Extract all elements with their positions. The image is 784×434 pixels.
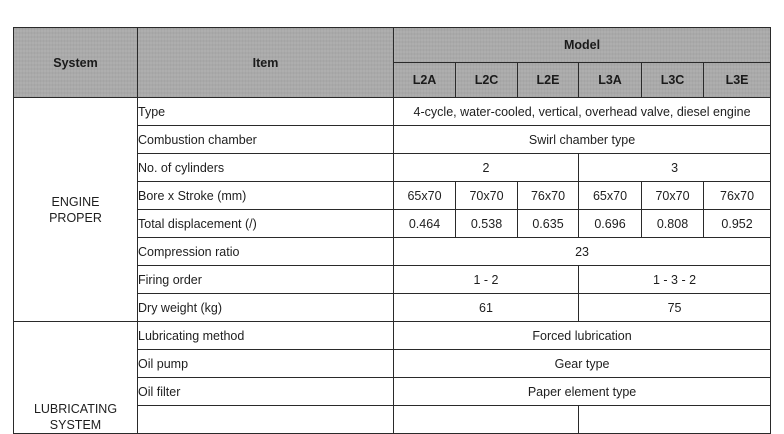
value-cylinders-l3: 3 [579, 154, 771, 182]
value-disp-l2a: 0.464 [394, 210, 456, 238]
item-bore-stroke: Bore x Stroke (mm) [138, 182, 394, 210]
system-label-line1: LUBRICATING [33, 402, 118, 416]
value-firing-l2: 1 - 2 [394, 266, 579, 294]
value-bore-l2c: 70x70 [456, 182, 518, 210]
header-item: Item [138, 28, 394, 98]
value-disp-l2c: 0.538 [456, 210, 518, 238]
value-disp-l2e: 0.635 [518, 210, 579, 238]
value-cutoff-l2 [394, 406, 579, 434]
system-label-line1: ENGINE [51, 194, 100, 209]
header-model-l3a: L3A [579, 63, 642, 98]
header-system: System [14, 28, 138, 98]
value-weight-l2: 61 [394, 294, 579, 322]
table-row-lubricating-method [14, 322, 771, 350]
value-bore-l3e: 76x70 [704, 182, 771, 210]
item-dry-weight: Dry weight (kg) [138, 294, 394, 322]
value-oil-pump: Gear type [394, 350, 771, 378]
engine-spec-table [13, 27, 771, 434]
item-oil-filter: Oil filter [138, 378, 394, 406]
item-combustion-chamber: Combustion chamber [138, 126, 394, 154]
header-model-l2c: L2C [456, 63, 518, 98]
item-firing-order: Firing order [138, 266, 394, 294]
item-cutoff [138, 406, 394, 434]
value-combustion-chamber: Swirl chamber type [394, 126, 771, 154]
item-type: Type [138, 98, 394, 126]
value-oil-filter: Paper element type [394, 378, 771, 406]
value-bore-l3c: 70x70 [642, 182, 704, 210]
item-lubricating-method: Lubricating method [138, 322, 394, 350]
system-label-line2: SYSTEM [49, 418, 102, 432]
system-label-line2: PROPER [49, 210, 102, 225]
header-model: Model [394, 28, 771, 63]
value-cutoff-l3 [579, 406, 771, 434]
system-engine-proper [14, 98, 138, 322]
value-disp-l3c: 0.808 [642, 210, 704, 238]
item-compression-ratio: Compression ratio [138, 238, 394, 266]
value-bore-l3a: 65x70 [579, 182, 642, 210]
header-model-l2e: L2E [518, 63, 579, 98]
value-disp-l3e: 0.952 [704, 210, 771, 238]
header-model-l3e: L3E [704, 63, 771, 98]
value-lubricating-method: Forced lubrication [394, 322, 771, 350]
value-firing-l3: 1 - 3 - 2 [579, 266, 771, 294]
item-displacement: Total displacement (/) [138, 210, 394, 238]
value-weight-l3: 75 [579, 294, 771, 322]
value-bore-l2e: 76x70 [518, 182, 579, 210]
item-cylinders: No. of cylinders [138, 154, 394, 182]
header-row-1 [14, 28, 771, 63]
value-cylinders-l2: 2 [394, 154, 579, 182]
table-row-type [14, 98, 771, 126]
value-type: 4-cycle, water-cooled, vertical, overhead valve, diesel engine [394, 98, 771, 126]
header-model-l2a: L2A [394, 63, 456, 98]
value-disp-l3a: 0.696 [579, 210, 642, 238]
value-compression-ratio: 23 [394, 238, 771, 266]
header-model-l3c: L3C [642, 63, 704, 98]
item-oil-pump: Oil pump [138, 350, 394, 378]
system-lubricating [14, 322, 138, 434]
value-bore-l2a: 65x70 [394, 182, 456, 210]
